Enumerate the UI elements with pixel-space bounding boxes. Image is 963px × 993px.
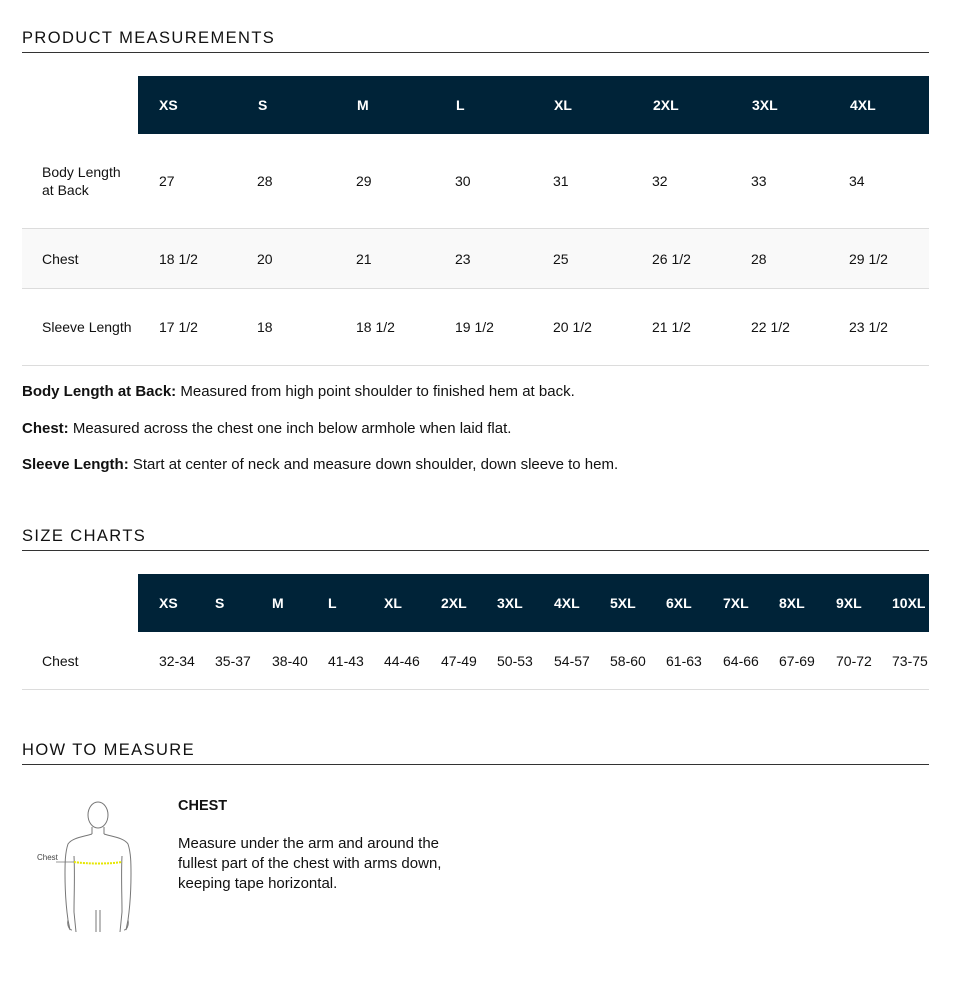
figure-label-chest: Chest (37, 853, 58, 862)
table-cell: 18 (257, 319, 273, 335)
table-cell: 33 (751, 173, 767, 189)
table-cell: 23 (455, 250, 471, 267)
size-header-8xl: 8XL (779, 595, 805, 611)
size-header-xs: XS (159, 595, 178, 611)
table-cell: 70-72 (836, 652, 872, 669)
table-cell: 22 1/2 (751, 319, 790, 335)
table-cell: 47-49 (441, 652, 477, 669)
row-label-body-length: Body Length at Back (42, 164, 121, 198)
size-header-6xl: 6XL (666, 595, 692, 611)
table-cell: 67-69 (779, 652, 815, 669)
table-cell: 28 (751, 250, 767, 267)
table-row (22, 632, 929, 690)
size-header-l: L (328, 595, 337, 611)
table-cell: 44-46 (384, 652, 420, 669)
measure-instructions: Measure under the arm and around the fullest part of the chest with arms down, keeping tape horizontal. (178, 835, 442, 892)
table-cell: 21 1/2 (652, 319, 691, 335)
table-cell: 19 1/2 (455, 319, 494, 335)
table-cell: 26 1/2 (652, 250, 691, 267)
product-measurements-header (138, 76, 929, 134)
definition-term: Chest: (22, 420, 69, 437)
size-header-3xl: 3XL (497, 595, 523, 611)
row-label-chest: Chest (42, 652, 79, 669)
size-header-m: M (272, 595, 284, 611)
table-row (22, 229, 929, 289)
size-header-7xl: 7XL (723, 595, 749, 611)
size-header-m: M (357, 97, 369, 113)
table-row (22, 134, 929, 229)
table-cell: 61-63 (666, 652, 702, 669)
size-header-xs: XS (159, 97, 178, 113)
definition-text: Measured across the chest one inch below armhole when laid flat. (68, 420, 512, 437)
chest-measure-figure (34, 798, 144, 941)
size-header-2xl: 2XL (653, 97, 679, 113)
table-cell: 17 1/2 (159, 319, 198, 335)
definition-sleeve-length (22, 456, 618, 473)
size-charts-header (138, 574, 929, 632)
table-cell: 54-57 (554, 652, 590, 669)
table-cell: 32 (652, 173, 668, 189)
definition-chest (22, 420, 511, 437)
size-header-9xl: 9XL (836, 595, 862, 611)
body-outline-icon (34, 798, 144, 936)
definition-text: Start at center of neck and measure down shoulder, down sleeve to hem. (128, 456, 619, 473)
size-header-l: L (456, 97, 465, 113)
table-cell: 50-53 (497, 652, 533, 669)
definition-text: Measured from high point shoulder to finished hem at back. (176, 383, 575, 400)
table-cell: 31 (553, 173, 569, 189)
table-cell: 34 (849, 173, 865, 189)
row-label-sleeve-length: Sleeve Length (42, 319, 132, 335)
table-cell: 58-60 (610, 652, 646, 669)
size-header-s: S (215, 595, 225, 611)
table-cell: 38-40 (272, 652, 308, 669)
table-cell: 21 (356, 250, 372, 267)
table-cell: 25 (553, 250, 569, 267)
table-cell: 27 (159, 173, 175, 189)
size-header-3xl: 3XL (752, 97, 778, 113)
table-cell: 23 1/2 (849, 319, 888, 335)
table-cell: 28 (257, 173, 273, 189)
size-header-10xl: 10XL (892, 595, 926, 611)
size-header-4xl: 4XL (850, 97, 876, 113)
table-cell: 35-37 (215, 652, 251, 669)
product-measurements-title: PRODUCT MEASUREMENTS (22, 28, 929, 53)
table-cell: 30 (455, 173, 471, 189)
table-cell: 18 1/2 (159, 250, 198, 267)
row-label-chest: Chest (42, 250, 79, 267)
definition-body-length (22, 383, 575, 400)
size-header-xl: XL (384, 595, 402, 611)
size-header-5xl: 5XL (610, 595, 636, 611)
size-header-4xl: 4XL (554, 595, 580, 611)
table-cell: 20 1/2 (553, 319, 592, 335)
table-cell: 64-66 (723, 652, 759, 669)
size-charts-title: SIZE CHARTS (22, 526, 929, 551)
how-to-measure-title: HOW TO MEASURE (22, 740, 929, 765)
definition-term: Body Length at Back: (22, 383, 177, 400)
table-cell: 20 (257, 250, 273, 267)
table-cell: 41-43 (328, 652, 364, 669)
table-cell: 29 1/2 (849, 250, 888, 267)
size-header-s: S (258, 97, 268, 113)
table-cell: 18 1/2 (356, 319, 395, 335)
table-cell: 32-34 (159, 652, 195, 669)
size-header-xl: XL (554, 97, 572, 113)
size-header-2xl: 2XL (441, 595, 467, 611)
measure-heading-chest: CHEST (178, 798, 228, 814)
table-cell: 73-75 (892, 652, 928, 669)
table-cell: 29 (356, 173, 372, 189)
definition-term: Sleeve Length: (22, 456, 129, 473)
table-row (22, 289, 929, 366)
